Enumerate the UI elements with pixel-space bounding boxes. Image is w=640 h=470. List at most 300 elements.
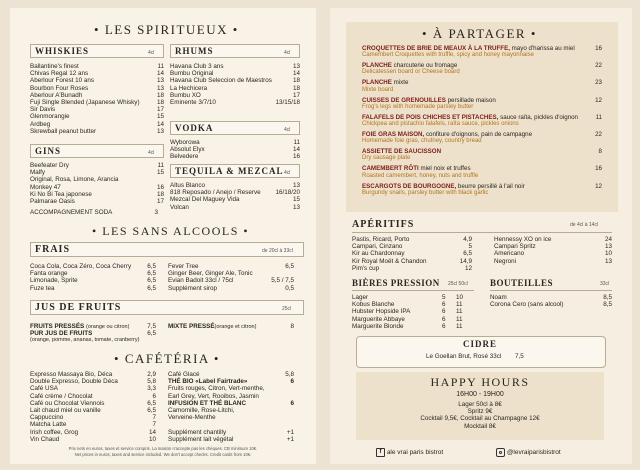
frais-row [30, 277, 156, 284]
frais-row [168, 263, 294, 270]
biere-name: Lager [352, 294, 369, 301]
cafe-row [168, 421, 294, 428]
cafe-row-price: 10 [148, 435, 156, 443]
cidre-row [426, 353, 524, 360]
bouteilles-label: BOUTEILLES [490, 278, 554, 288]
cafe-row-price: 2,9 [147, 371, 156, 378]
aperitif-row-name: Kir Royal Moët & Chandon [352, 257, 427, 265]
dish-name: FALAFELS DE POIS CHICHES ET PISTACHES, [362, 113, 499, 121]
pur-jus-desc: (orange, pomme, ananas, tomate, cranberry) [30, 337, 140, 343]
vodka-row-name: Wyborowa [170, 139, 200, 146]
gin-row-price: 11 [157, 162, 164, 169]
cidre-price: 7,5 [515, 353, 524, 360]
biere-row [352, 323, 474, 330]
vodka-row-name: Absolut Elyx [170, 146, 205, 154]
whisky-row-name: Fuji Single Blended (Japanese Whisky) [30, 98, 140, 106]
aperitif-row-price: 24 [604, 236, 612, 243]
bouteille-row-name: Noam [490, 294, 507, 301]
bouteille-row-price: 8,5 [603, 301, 612, 309]
cafe-row-name: INFUSION ET THÉ BLANC [168, 399, 247, 407]
cafe-row-name: Verveine-Menthe [168, 414, 216, 422]
whiskies-label: WHISKIES [35, 46, 90, 56]
tequila-row [170, 204, 300, 211]
cafe-row [168, 407, 294, 414]
left-menu-page [10, 8, 316, 464]
cafe-row-name: Café USA [30, 385, 58, 393]
dish-name: ESCARGOTS DE BOURGOGNE, [362, 182, 457, 190]
whisky-row-name: Bourbon Four Roses [30, 84, 89, 92]
instagram-icon [496, 448, 505, 457]
vodka-row [170, 153, 300, 160]
aperitif-row-name: Negroni [494, 257, 517, 265]
cafe-row [30, 400, 156, 407]
facebook-icon: f [376, 448, 385, 457]
jus-label: JUS DE FRUITS [35, 302, 122, 313]
gin-row-name: Monkey 47 [30, 183, 61, 191]
biere-price-25: 6 [442, 322, 446, 330]
bouteilles-unit: 33cl [600, 281, 610, 287]
whiskies-header [30, 44, 164, 58]
frais-row [30, 263, 156, 270]
dish-price: 22 [595, 130, 602, 138]
whisky-row-price: 13 [156, 77, 164, 85]
frais-row-price: 6,5 [147, 270, 156, 278]
pur-jus-price: 6,5 [147, 330, 156, 337]
cafe-row-name: Irish coffee, Grog [30, 428, 79, 436]
bieres-unit: 25cl 50cl [448, 281, 468, 287]
vodka-row [170, 139, 300, 146]
bouteille-row-name: Corona Cero (sans alcool) [490, 301, 564, 309]
whisky-row-price: 17 [156, 106, 164, 114]
biere-row [352, 308, 474, 315]
dish-price: 12 [595, 182, 602, 190]
fruits-presses-price: 7,5 [147, 323, 156, 330]
partager-title-text: À PARTAGER [432, 26, 527, 41]
whisky-row-name: Ballantine's finest [30, 63, 79, 70]
tequila-label: TEQUILA & MEZCAL [175, 166, 284, 176]
biere-price-50: 11 [456, 308, 463, 316]
gin-row-name: Palmarae Oasis [30, 197, 75, 205]
mixte-presse-price: 8 [290, 323, 294, 330]
cafe-row-price: +1 [286, 428, 294, 436]
aperitif-row-name: Pim's cup [352, 264, 380, 272]
sharing-dish [362, 131, 602, 148]
happy-hours-title-text: HAPPY HOURS [430, 375, 530, 389]
whisky-row-name: Aberlour A'Bunadh [30, 91, 83, 99]
aperitif-row-price: 5 [468, 243, 472, 251]
cafe-row-name: Expresso Massaya Bio, Déca [30, 371, 113, 378]
right-menu-page [330, 8, 632, 464]
aperitif-row [352, 236, 472, 243]
sans-alcools-title: • LES SANS ALCOOLS • [92, 224, 250, 238]
happy-hours-offer: Mocktail 8€ [464, 422, 496, 430]
happy-hours-offer: Cocktail 9,5€, Cocktail au Champagne 12€ [420, 415, 540, 423]
cafe-row-price: 5,8 [147, 378, 156, 386]
bouteilles-header [490, 278, 553, 288]
cafe-row [168, 378, 294, 385]
cafe-row-name: THÉ BIO «Label Fairtrade» [168, 378, 248, 386]
cafe-row-price: +1 [286, 435, 294, 443]
cafe-row-price: 7 [152, 421, 156, 429]
aperitif-row [352, 243, 472, 250]
vodka-row [170, 146, 300, 153]
frais-row-name: Ginger Beer, Ginger Ale, Tonic [168, 270, 253, 278]
soda-row [30, 209, 158, 216]
gin-row-name: Ki No Bi Tea japonese [30, 190, 92, 198]
rhums-list [170, 63, 300, 106]
cidre-name: Le Goellan Brut, Rosé 33cl [426, 353, 502, 360]
vodka-list [170, 139, 300, 161]
cafe-row-name: Lait chaud miel ou vanille [30, 406, 101, 414]
bouteilles-list [490, 294, 612, 308]
cafe-row-name: Cappuccino [30, 414, 64, 422]
happy-hours-offer: Spritz 9€ [467, 408, 493, 416]
dish-name: ASSIETTE DE SAUCISSON [362, 148, 442, 156]
cafe-row [168, 393, 294, 400]
bouteilles-divider [490, 290, 612, 291]
whisky-row-price: 13 [156, 84, 164, 92]
dish-translation: Chickpea and pistachio falafels, raïta sauce, pickles onions [362, 120, 519, 127]
partager-title: • À PARTAGER • [422, 26, 537, 41]
mixte-presse-row [168, 323, 294, 331]
whisky-row [30, 92, 164, 99]
price-footer-fr: Prix nets en euros, taxes et service compris. La maison n'accepte pas les chèques. CB minimum 10€. [68, 446, 258, 451]
frais-row-name: Supplément sirop [168, 284, 218, 292]
tequila-header [170, 164, 300, 178]
frais-row [168, 285, 294, 292]
rhums-header [170, 44, 300, 58]
cafe-row [168, 400, 294, 407]
dish-price: 12 [595, 96, 602, 104]
dish-translation: Homemade foie gras, chutney, country bread [362, 138, 482, 145]
biere-row [352, 294, 474, 301]
gin-row-price: 17 [156, 197, 164, 205]
rhum-row-price: 18 [292, 84, 300, 92]
bieres-label: BIÈRES PRESSION [352, 278, 440, 288]
cafe-row-name: Fruits rouges, Citron, Vert-menthe, [168, 385, 265, 393]
sharing-dish [362, 79, 602, 96]
dish-translation: Burgundy snails, parsley butter with black garlic [362, 189, 489, 196]
rhum-row [170, 92, 300, 99]
aperitif-row-price: 13 [604, 257, 612, 265]
rhum-row-name: Havana Club 3 ans [170, 63, 224, 70]
rhum-row-price: 14 [292, 70, 300, 78]
aperitif-row-name: Kir au Chardonnay [352, 250, 405, 258]
biere-name: Marguerite Blonde [352, 322, 404, 330]
frais-unit: de 20cl à 33cl [262, 248, 293, 254]
rhum-row-name: Bumbu XO [170, 91, 201, 99]
whisky-row [30, 70, 164, 77]
dish-translation: Delicatessen board or Cheese board [362, 69, 460, 76]
aperitif-row [494, 236, 612, 243]
bouteille-row-price: 8,5 [603, 294, 612, 301]
tequila-row-price: 13 [292, 182, 300, 189]
aperitifs-right-list [494, 236, 612, 265]
mixte-presse-desc: (orange et citron) [214, 324, 257, 330]
tequila-row [170, 189, 300, 196]
cafe-row-name: Supplément chantilly [168, 428, 227, 436]
vodka-row-name: Belvedere [170, 153, 199, 161]
biere-name: Marguerite Abbaye [352, 315, 405, 323]
rhum-row-name: La Hechicera [170, 84, 208, 92]
sharing-dish [362, 165, 602, 182]
sharing-dish [362, 45, 602, 62]
aperitif-row [352, 250, 472, 257]
cafe-row [168, 429, 294, 436]
cafeteria-title-text: CAFÉTÉRIA [124, 351, 210, 366]
rhum-row [170, 77, 300, 84]
cafeteria-title: • CAFÉTÉRIA • [114, 351, 220, 366]
cafe-row-price: 5,8 [285, 371, 294, 378]
cidre-header [356, 339, 604, 349]
biere-row [352, 301, 474, 308]
cafe-row [168, 436, 294, 443]
rhum-row-name: Bumbu Original [170, 70, 214, 78]
spiritueux-title-text: LES SPIRITUEUX [104, 22, 229, 37]
whisky-row [30, 85, 164, 92]
dish-name: CROQUETTES DE BRIE DE MEAUX À LA TRUFFE, [362, 45, 510, 52]
whisky-row [30, 113, 164, 120]
cafe-row-price: 6,5 [147, 399, 156, 407]
soda-label: ACCOMPAGNEMENT SODA [30, 209, 113, 216]
frais-right-list [168, 263, 294, 292]
gin-row-price: 16 [156, 183, 164, 191]
whisky-row-price: 18 [156, 98, 164, 106]
tequila-row-name: Volcan [170, 203, 189, 211]
bieres-divider [352, 290, 474, 291]
cafe-row-name: Camomille, Rose-Litchi, [168, 406, 235, 414]
vodka-row-price: 14 [292, 146, 300, 154]
dish-desc: mayo d'harissa au miel [509, 45, 575, 52]
cafe-row [168, 414, 294, 421]
dish-desc: charcuterie ou fromage [391, 62, 458, 70]
aperitifs-header [352, 219, 414, 230]
dish-name: PLANCHE [362, 62, 392, 70]
cafe-row-name: Café Glacé [168, 371, 200, 378]
cafe-row-price: 7 [152, 414, 156, 422]
sharing-dish [362, 148, 602, 165]
pur-jus-label: PUR JUS DE FRUITS [30, 330, 93, 337]
biere-price-25: 5 [442, 294, 446, 301]
dish-translation: Dry sausage plate [362, 155, 411, 162]
frais-row-name: Coca Cola, Coca Zéro, Coca Cherry [30, 263, 132, 270]
cafe-row-price: 6,5 [147, 406, 156, 414]
gin-row-name: Beefeater Dry [30, 162, 69, 169]
rhum-row-price: 13/15/18 [275, 98, 300, 106]
whisky-row-price: 15 [156, 113, 164, 121]
frais-row-name: Fever Tree [168, 263, 199, 270]
cafe-row-price: 14 [148, 428, 156, 436]
dish-desc: miel noix et truffes [418, 165, 471, 173]
whiskies-list [30, 63, 164, 135]
aperitif-row [352, 258, 472, 265]
rhum-row [170, 85, 300, 92]
frais-row-price: 0,5 [285, 284, 294, 292]
rhum-row [170, 70, 300, 77]
gin-row-name: Original, Rosa, Limone, Arancia [30, 176, 119, 184]
whiskies-unit: 4cl [148, 50, 155, 56]
rhum-row-name: Havana Club Seleccion de Maestros [170, 77, 272, 85]
gin-row [30, 191, 164, 198]
cafe-row-price: 6 [152, 392, 156, 400]
gin-row [30, 169, 164, 176]
frais-row-price: 6,5 [147, 277, 156, 285]
frais-row-price: 6,5 [285, 263, 294, 270]
tequila-row [170, 182, 300, 189]
partager-list [362, 45, 602, 200]
dish-name: CUISSES DE GRENOUILLES [362, 96, 446, 104]
aperitif-row-price: 12 [464, 264, 472, 272]
cafe-right-list [168, 371, 294, 443]
price-footer [10, 446, 316, 457]
dish-price: 23 [595, 79, 602, 87]
rhum-row-price: 17 [292, 91, 300, 99]
gin-row [30, 198, 164, 205]
happy-hours-offer: Lager 50cl à 8€ [458, 401, 502, 408]
aperitif-row [494, 243, 612, 250]
whisky-row-name: Chivas Regal 12 ans [30, 70, 89, 78]
aperitifs-divider [352, 232, 612, 233]
biere-price-50: 10 [456, 294, 464, 301]
aperitif-row-name: Pastis, Ricard, Porto [352, 236, 410, 243]
frais-row-name: Fanta orange [30, 270, 68, 278]
dish-price: 16 [595, 45, 602, 52]
sharing-dish [362, 97, 602, 114]
cafe-row [30, 414, 156, 421]
aperitif-row-price: 10 [604, 250, 612, 258]
whisky-row-name: Skrewball peanut butter [30, 127, 97, 135]
gin-row [30, 184, 164, 191]
bouteille-row [490, 294, 612, 301]
frais-row [168, 270, 294, 277]
bieres-header [352, 278, 440, 288]
gin-row [30, 176, 164, 183]
aperitif-row [494, 258, 612, 265]
cafe-row [30, 371, 156, 378]
biere-price-25: 6 [442, 308, 446, 316]
happy-hours-time: 16H00 - 19H00 [456, 391, 504, 398]
aperitif-row-price: 13 [604, 243, 612, 251]
cafe-row [30, 436, 156, 443]
frais-row [168, 277, 294, 284]
dish-price: 16 [595, 165, 602, 173]
vodka-label: VODKA [175, 123, 214, 133]
rhum-row-name: Eminente 3/7/10 [170, 98, 216, 106]
vodka-row-price: 16 [292, 153, 300, 161]
gin-row [30, 162, 164, 169]
aperitif-row-price: 6,5 [463, 250, 472, 258]
whisky-row [30, 128, 164, 135]
dish-desc: sauce raïta, pickles d'oignon [498, 113, 578, 121]
fruits-presses-desc: (orange ou citron) [85, 324, 130, 330]
gins-label: GINS [35, 146, 62, 156]
whisky-row-price: 18 [156, 91, 164, 99]
happy-hours-list [356, 401, 604, 430]
whisky-row-name: Aberlour Forest 10 ans [30, 77, 95, 85]
bouteille-row [490, 301, 612, 308]
rhums-label: RHUMS [175, 46, 214, 56]
gins-list [30, 162, 164, 205]
spiritueux-title: • LES SPIRITUEUX • [94, 22, 239, 37]
frais-row-name: Evian Badoit 33cl / 75cl [168, 277, 234, 285]
gin-row-name: Malfy [30, 169, 46, 177]
whisky-row-name: Sir Davis [30, 106, 56, 114]
dish-translation: Mixte board [362, 86, 394, 93]
aperitif-row-name: Hennessy XO on ice [494, 236, 552, 243]
cafe-row [30, 378, 156, 385]
whisky-row-price: 13 [156, 127, 164, 135]
cafe-row-name: Double Expresso, Double Déca [30, 378, 118, 386]
price-footer-en: Net prices in euros, taxes and service included. We don't accept checks. Credit cards from 10€. [74, 451, 252, 457]
happy-hours-title [356, 375, 604, 390]
cafe-row [30, 385, 156, 392]
frais-row [30, 285, 156, 292]
cafe-row-name: Supplément lait végétal [168, 435, 234, 443]
cafe-row-price: 3,3 [147, 385, 156, 393]
biere-price-25: 6 [442, 315, 446, 323]
biere-price-50: 11 [456, 322, 463, 330]
whisky-row [30, 77, 164, 84]
whisky-row-name: Ardbeg [30, 120, 51, 128]
aperitif-row [494, 250, 612, 257]
tequila-unit: 4cl [284, 170, 291, 176]
dish-price: 22 [595, 62, 602, 70]
soda-price: 3 [154, 209, 158, 216]
instagram-link[interactable] [496, 448, 561, 457]
aperitifs-unit: de 4cl à 14cl [570, 222, 599, 228]
fruits-presses-label: FRUITS PRESSÉS [30, 323, 85, 330]
jus-unit: 25cl [282, 306, 292, 312]
aperitif-row-name: Americano [494, 250, 525, 258]
rhum-row-price: 13 [292, 63, 300, 70]
vodka-header [170, 121, 300, 135]
bieres-list [352, 294, 474, 330]
dish-translation: Camembert Croquettes with truffle, spicy and honey mayonnaise [362, 52, 534, 59]
aperitifs-label: APÉRITIFS [352, 219, 415, 230]
frais-row [30, 270, 156, 277]
tequila-row-price: 16/18/20 [275, 189, 300, 197]
cafe-row [30, 393, 156, 400]
whisky-row-price: 14 [156, 120, 164, 128]
aperitif-row-name: Campari Spritz [494, 243, 536, 251]
facebook-link[interactable] [376, 448, 443, 457]
cafe-row-name: Matcha Latte [30, 421, 67, 429]
sharing-dish [362, 62, 602, 79]
whisky-row [30, 121, 164, 128]
mixte-presse-label: MIXTE PRESSÉ [168, 323, 215, 330]
frais-row-name: Limonade, Sprite [30, 277, 78, 285]
frais-left-list [30, 263, 156, 292]
tequila-row-name: Altus Blanco [170, 182, 206, 189]
aperitif-row-name: Campari, Cinzano [352, 243, 403, 251]
tequila-row-price: 15 [292, 196, 300, 204]
cafe-row-price: 6 [290, 378, 294, 386]
cafe-row-name: Vin Chaud [30, 435, 60, 443]
dish-desc: confiture d'oignons, pain de campagne [424, 130, 533, 138]
cafe-row [30, 429, 156, 436]
biere-row [352, 316, 474, 323]
rhum-row [170, 99, 300, 106]
gins-header [30, 144, 164, 158]
whisky-row-price: 14 [156, 70, 164, 78]
dish-name: PLANCHE [362, 79, 392, 87]
tequila-row-name: Mezcal Del Maguey Vida [170, 196, 240, 204]
cafe-row-price: 6 [290, 399, 294, 407]
cafe-row-name: Earl Grey, Vert, Rooibos, Jasmin [168, 392, 259, 400]
gin-row-price: 18 [156, 190, 164, 198]
aperitif-row [352, 265, 472, 272]
frais-row-price: 5,5 / 7,5 [271, 277, 294, 285]
